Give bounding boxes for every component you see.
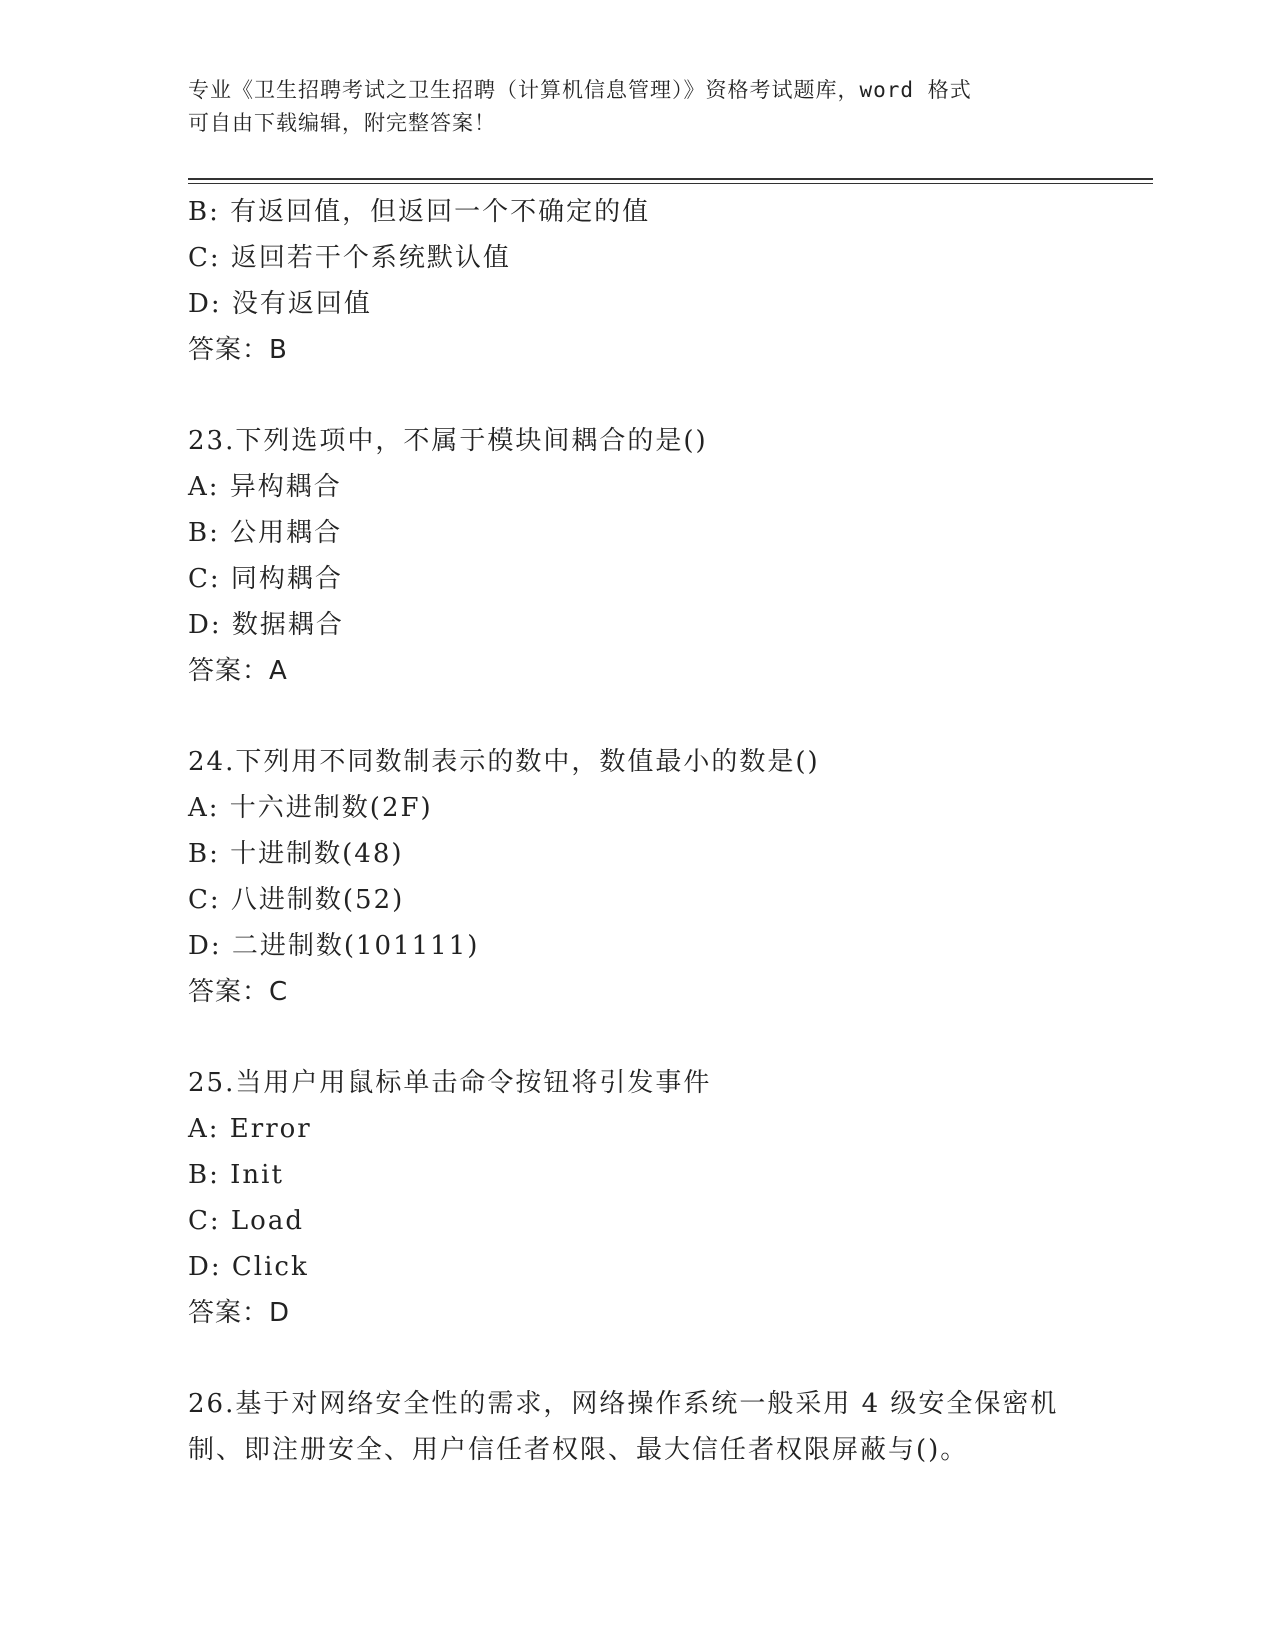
option-c: C: Load <box>188 1206 304 1236</box>
question-25 <box>188 1060 1088 1336</box>
document-header <box>188 74 1088 140</box>
option-d: D: 没有返回值 <box>188 289 372 319</box>
answer: 答案：A <box>188 656 288 686</box>
header-divider-thin <box>188 183 1153 184</box>
question-title-line-2: 制、即注册安全、用户信任者权限、最大信任者权限屏蔽与()。 <box>188 1435 969 1465</box>
question-title-line-1: 26.基于对网络安全性的需求，网络操作系统一般采用 4 级安全保密机 <box>188 1389 1059 1419</box>
option-c: C: 同构耦合 <box>188 564 343 594</box>
answer: 答案：D <box>188 1298 291 1328</box>
question-23 <box>188 418 1088 694</box>
question-26 <box>188 1381 1088 1473</box>
option-b: B: 有返回值，但返回一个不确定的值 <box>188 197 651 227</box>
question-title: 24.下列用不同数制表示的数中，数值最小的数是() <box>188 747 820 777</box>
answer: 答案：C <box>188 977 289 1007</box>
question-24 <box>188 739 1088 1015</box>
option-d: D: 数据耦合 <box>188 610 344 640</box>
question-list <box>188 189 1088 1473</box>
option-a: A: 十六进制数(2F) <box>188 793 433 823</box>
header-line-1: 专业《卫生招聘考试之卫生招聘（计算机信息管理）》资格考试题库，word 格式 <box>188 78 972 102</box>
option-c: C: 返回若干个系统默认值 <box>188 243 511 273</box>
option-d: D: 二进制数(101111) <box>188 931 480 961</box>
question-22-tail <box>188 189 1088 373</box>
question-title: 25.当用户用鼠标单击命令按钮将引发事件 <box>188 1068 712 1098</box>
option-a: A: Error <box>188 1114 312 1144</box>
option-b: B: 十进制数(48) <box>188 839 404 869</box>
header-divider-thick <box>188 178 1153 180</box>
answer: 答案：B <box>188 335 288 365</box>
question-title: 23.下列选项中，不属于模块间耦合的是() <box>188 426 708 456</box>
option-c: C: 八进制数(52) <box>188 885 405 915</box>
option-a: A: 异构耦合 <box>188 472 342 502</box>
option-b: B: Init <box>188 1160 284 1190</box>
option-d: D: Click <box>188 1252 309 1282</box>
header-line-2: 可自由下载编辑，附完整答案！ <box>188 111 496 135</box>
option-b: B: 公用耦合 <box>188 518 343 548</box>
